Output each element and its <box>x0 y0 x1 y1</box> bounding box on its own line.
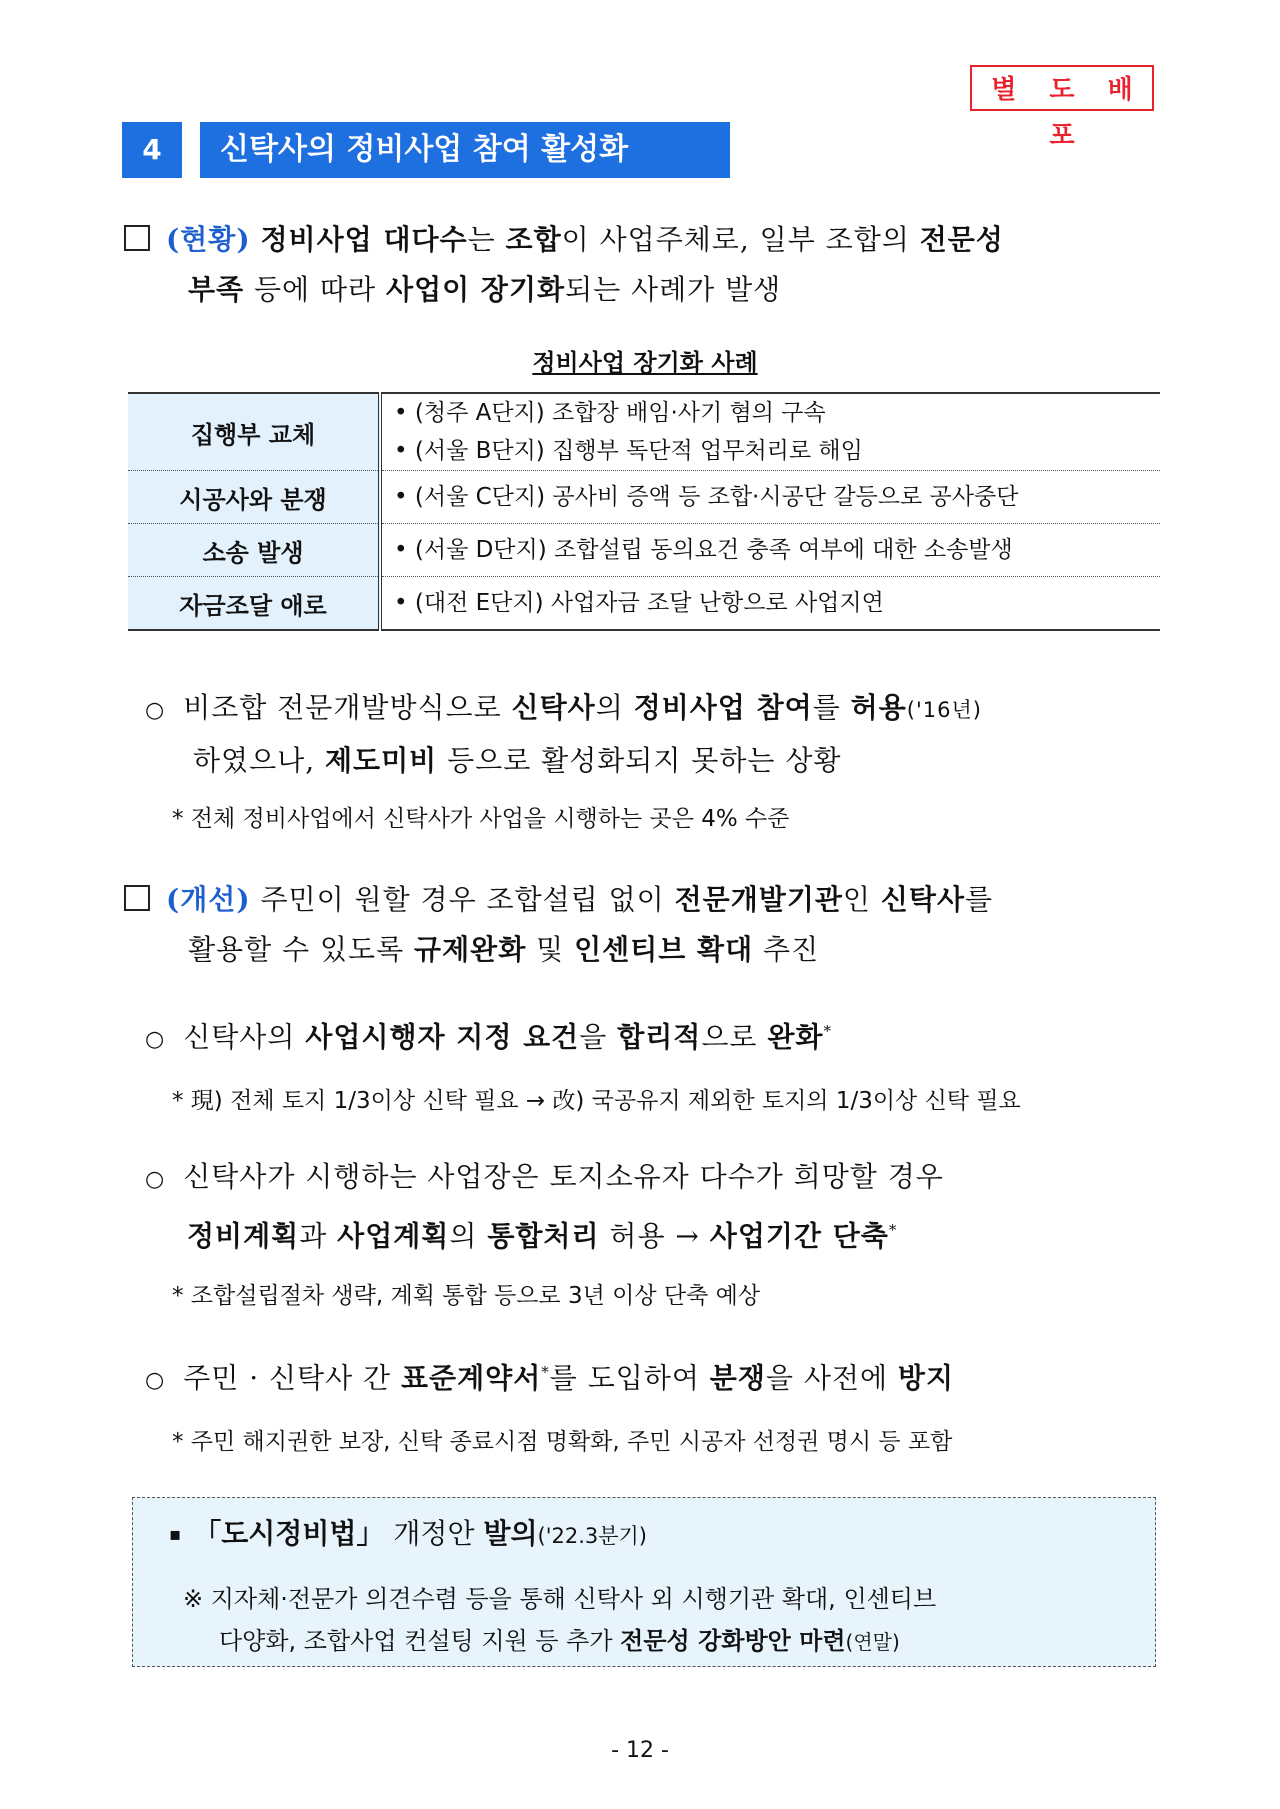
current-text-2: 의 <box>595 691 634 724</box>
ib1-text-1: 신탁사의 <box>183 1020 306 1054</box>
table-row <box>128 577 1160 631</box>
row-content <box>380 524 1160 577</box>
row-label: 시공사와 분쟁 <box>128 471 380 524</box>
ib2-note: * 조합설립절차 생략, 계획 통합 등으로 3년 이상 단축 예상 <box>172 1283 761 1309</box>
ib1-note: * 現) 전체 토지 1/3이상 신탁 필요 → 改) 국공유지 제외한 토지의 1/3이상 신탁 필요 <box>172 1088 1021 1114</box>
circle-bullet-icon: ○ <box>145 698 166 723</box>
table-row <box>128 524 1160 577</box>
improve-bullet-1 <box>145 1006 1185 1065</box>
status-line-2 <box>124 265 1174 315</box>
ib3-note: * 주민 해지권한 보장, 신탁 종료시점 명확화, 주민 시공자 선정권 명시 등 포함 <box>172 1429 953 1455</box>
improve-line2-text-3: 추진 <box>753 933 820 966</box>
ib3-text-2: 를 도입하여 <box>549 1361 710 1395</box>
current-bullet-line-2 <box>145 736 1185 786</box>
table-row <box>128 393 1160 471</box>
ib3-bold-3: 방지 <box>897 1361 955 1395</box>
current-bold-2: 정비사업 참여 <box>633 691 813 724</box>
ib1-text-2: 을 <box>579 1020 618 1054</box>
improve-line-1 <box>124 875 1184 925</box>
ib1-bold-1: 사업시행자 지정 요건 <box>305 1020 580 1054</box>
plan-line-1 <box>169 1514 647 1556</box>
plan-note-bold-1: 전문성 강화방안 마련 <box>620 1627 846 1655</box>
ib2-text-2: 의 <box>449 1219 488 1253</box>
improve-tag: (개선) <box>166 883 251 916</box>
distribution-stamp: 별 도 배 포 <box>970 65 1154 111</box>
plan-text-1: 개정안 <box>384 1517 484 1550</box>
improve-bold-1: 전문개발기관 <box>674 883 843 916</box>
plan-box <box>132 1497 1156 1667</box>
row-label: 자금조달 애로 <box>128 577 380 631</box>
row-content <box>380 577 1160 631</box>
ib2-line-2 <box>145 1205 1185 1261</box>
status-line-1 <box>124 215 1174 265</box>
ib3-bold-2: 분쟁 <box>709 1361 766 1395</box>
ib1-bold-2: 합리적 <box>617 1020 702 1054</box>
ib3-bold-1: 표준계약서 <box>401 1361 542 1395</box>
improve-bullet-2 <box>145 1152 1185 1261</box>
ib2-footnote-mark: * <box>888 1221 898 1239</box>
page-number: - 12 - <box>611 1738 669 1763</box>
improve-line2-bold-1: 규제완화 <box>414 933 527 966</box>
improve-text-2: 인 <box>842 883 881 916</box>
ib2-text-1: 과 <box>299 1219 338 1253</box>
current-bullet-line-1 <box>145 683 1185 736</box>
row-content <box>380 471 1160 524</box>
section-title: 신탁사의 정비사업 참여 활성화 <box>200 122 730 178</box>
current-line2-text-1: 하였으나, <box>193 744 325 777</box>
current-line2-bold-1: 제도미비 <box>325 744 438 777</box>
row-item: • (서울 C단지) 공사비 증액 등 조합·시공단 갈등으로 공사중단 <box>394 484 1019 510</box>
circle-bullet-icon: ○ <box>145 1027 166 1053</box>
current-text-3: 를 <box>812 691 851 724</box>
table-title: 정비사업 장기화 사례 <box>532 349 758 377</box>
plan-note-line-2 <box>183 1620 936 1663</box>
plan-schedule: ('22.3분기) <box>537 1524 648 1548</box>
ib1-footnote-mark: * <box>823 1022 832 1040</box>
status-line2-bold-1: 부족 <box>188 273 245 306</box>
improve-line2-bold-2: 인센티브 확대 <box>574 933 754 966</box>
plan-bold-1: 발의 <box>483 1517 538 1550</box>
section-number: 4 <box>122 122 182 178</box>
ib2-text-line1: 신탁사가 시행하는 사업장은 토지소유자 다수가 희망할 경우 <box>183 1160 944 1193</box>
row-label: 집행부 교체 <box>128 393 380 471</box>
status-line2-text-2: 되는 사례가 발생 <box>565 273 782 306</box>
row-item: • (서울 D단지) 조합설립 동의요건 충족 여부에 대한 소송발생 <box>394 537 1013 563</box>
improve-bullet-3 <box>145 1347 1185 1406</box>
improve-text-3: 를 <box>965 883 994 916</box>
ib2-bold-4: 사업기간 단축 <box>709 1219 889 1253</box>
status-line2-text-1: 등에 따라 <box>244 273 387 306</box>
ib1-bold-3: 완화 <box>767 1020 824 1054</box>
plan-note <box>183 1578 936 1663</box>
checkbox-square-icon <box>124 225 150 251</box>
circle-bullet-icon: ○ <box>145 1167 166 1192</box>
status-tag: (현황) <box>166 223 251 256</box>
status-bold-3: 전문성 <box>919 223 1004 256</box>
improve-paragraph <box>124 875 1184 975</box>
row-item: • (대전 E단지) 사업자금 조달 난항으로 사업지연 <box>394 590 884 616</box>
current-bold-3: 허용 <box>850 691 907 724</box>
improve-line2-text-1: 활용할 수 있도록 <box>188 933 415 966</box>
circle-bullet-icon: ○ <box>145 1368 166 1394</box>
improve-line2-text-2: 및 <box>526 933 575 966</box>
plan-law-name: 「도시정비법」 <box>193 1517 385 1550</box>
table-row <box>128 471 1160 524</box>
current-line2-text-2: 등으로 활성화되지 못하는 상황 <box>437 744 842 777</box>
status-line2-bold-2: 사업이 장기화 <box>386 273 566 306</box>
improve-line-2 <box>124 925 1184 975</box>
cases-table <box>128 392 1160 631</box>
current-text-1: 비조합 전문개발방식으로 <box>183 691 512 724</box>
status-text-1: 는 <box>467 223 506 256</box>
row-content <box>380 393 1160 471</box>
status-paragraph <box>124 215 1174 315</box>
ib3-text-1: 주민 · 신탁사 간 <box>183 1361 401 1395</box>
row-label: 소송 발생 <box>128 524 380 577</box>
current-bullet <box>145 683 1185 786</box>
improve-text-1: 주민이 원할 경우 조합설립 없이 <box>250 883 675 916</box>
row-item: • (서울 B단지) 집행부 독단적 업무처리로 해임 <box>394 438 863 464</box>
improve-bold-2: 신탁사 <box>880 883 966 916</box>
ib3-text-3: 을 사전에 <box>765 1361 898 1395</box>
row-item: • (청주 A단지) 조합장 배임·사기 혐의 구속 <box>394 400 826 426</box>
plan-note-line-1: ※ 지자체·전문가 의견수렴 등을 통해 신탁사 외 시행기관 확대, 인센티브 <box>183 1585 937 1613</box>
current-note: * 전체 정비사업에서 신탁사가 사업을 시행하는 곳은 4% 수준 <box>172 806 790 832</box>
checkbox-square-icon <box>124 885 150 911</box>
ib1-text-3: 으로 <box>701 1020 768 1054</box>
ib2-bold-1: 정비계획 <box>187 1219 300 1253</box>
square-bullet-icon: ▪ <box>169 1524 182 1545</box>
plan-note-text-1: 다양화, 조합사업 컨설팅 지원 등 추가 <box>219 1627 621 1655</box>
status-bold-1: 정비사업 대다수 <box>260 223 468 256</box>
plan-note-schedule: (연말) <box>845 1630 900 1654</box>
current-bold-1: 신탁사 <box>511 691 596 724</box>
ib2-bold-2: 사업계획 <box>337 1219 450 1253</box>
ib2-text-3: 허용 → <box>599 1219 710 1253</box>
status-bold-2: 조합 <box>505 223 562 256</box>
status-text-2: 이 사업주체로, 일부 조합의 <box>561 223 920 256</box>
ib2-line-1 <box>145 1152 1185 1205</box>
ib3-footnote-mark: * <box>541 1363 550 1381</box>
current-year: ('16년) <box>906 698 982 722</box>
ib2-bold-3: 통합처리 <box>487 1219 600 1253</box>
